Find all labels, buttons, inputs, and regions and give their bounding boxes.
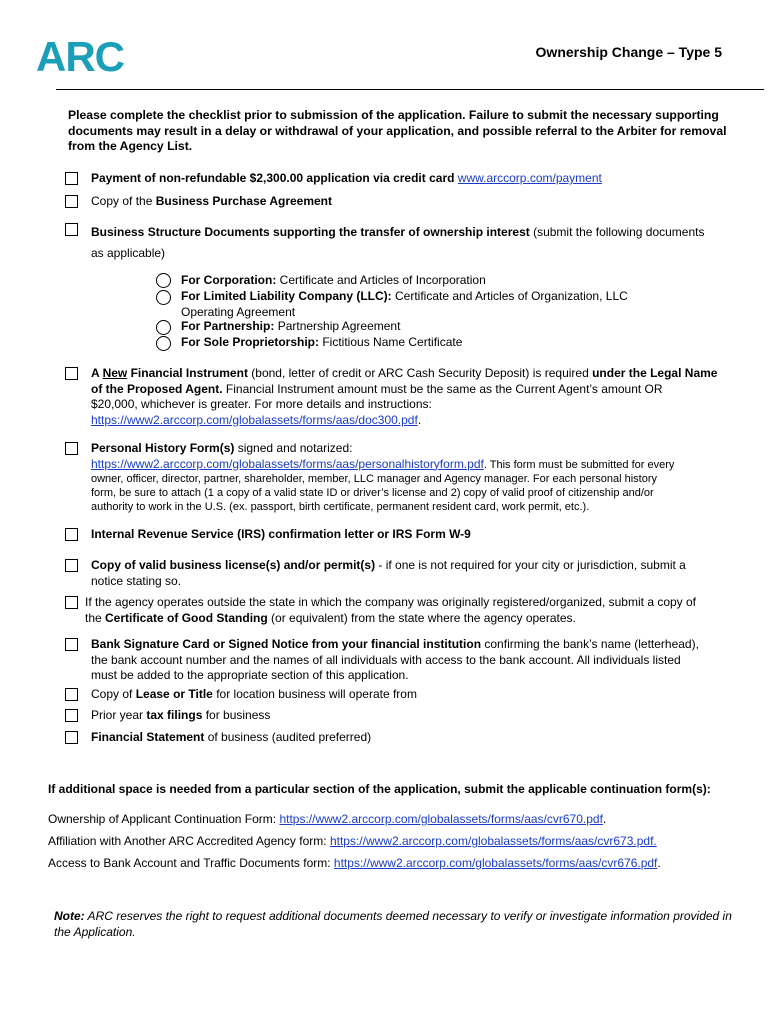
intro-paragraph: Please complete the checklist prior to submission of the application. Failure to submit the necessary supporting documents may result in a delay or withdrawal of your application, and possible referral to the Arbiter for removal from the Agency List.	[68, 108, 727, 153]
item-business-license: Copy of valid business license(s) and/or permit(s) - if one is not required for your city or jurisdiction, submit a notice stating so.	[91, 558, 686, 588]
item-bank-signature: Bank Signature Card or Signed Notice from your financial institution confirming the bank’s name (letterhead), the bank account number and the names of all individuals with access to the bank account. All individuals listed must be added to the appropriate section of this application.	[91, 637, 699, 682]
note: Note: ARC reserves the right to request additional documents deemed necessary to verify or investigate information provided in the Application.	[54, 909, 732, 939]
continuation-form-670: Ownership of Applicant Continuation Form: https://www2.arccorp.com/globalassets/forms/aas/cvr670.pdf.	[48, 812, 607, 826]
checkbox-tax-filings[interactable]	[65, 709, 78, 722]
item-purchase-agreement: Copy of the Business Purchase Agreement	[91, 194, 333, 208]
option-sole-proprietorship: For Sole Proprietorship: Fictitious Name Certificate	[181, 335, 463, 349]
cvr673-link[interactable]: https://www2.arccorp.com/globalassets/forms/aas/cvr673.pdf.	[329, 834, 657, 848]
logo-text: ARC	[36, 36, 124, 74]
arc-logo	[36, 36, 128, 74]
checkbox-payment[interactable]	[65, 172, 78, 185]
item-financial-statement: Financial Statement of business (audited preferred)	[91, 730, 372, 744]
cvr676-link[interactable]: https://www2.arccorp.com/globalassets/forms/aas/cvr676.pdf	[333, 856, 658, 870]
item-financial-instrument: A New Financial Instrument (bond, letter of credit or ARC Cash Security Deposit) is required under the Legal Name of the Proposed Agent. Financial Instrument amount must be the same as the Current Agent’s amount OR $20,000, whichever is greater. For more details and instructions: https://www2.arccorp.com/globalassets/forms/aas/doc300.pdf.	[91, 366, 718, 427]
option-llc: For Limited Liability Company (LLC): Certificate and Articles of Organization, LLC Operating Agreement	[181, 289, 628, 319]
item-structure-documents: Business Structure Documents supporting the transfer of ownership interest (submit the following documents as applicable)	[91, 225, 705, 260]
continuation-form-673: Affiliation with Another ARC Accredited Agency form: https://www2.arccorp.com/globalassets/forms/aas/cvr673.pdf.	[48, 834, 657, 848]
item-good-standing: If the agency operates outside the state in which the company was originally registered/organized, submit a copy of the Certificate of Good Standing (or equivalent) from the state where the agency operates.	[85, 595, 697, 625]
checkbox-irs[interactable]	[65, 528, 78, 541]
payment-link[interactable]: www.arccorp.com/payment	[457, 171, 602, 185]
header-divider	[56, 89, 764, 90]
continuation-heading: If additional space is needed from a particular section of the application, submit the applicable continuation form(s):	[48, 782, 711, 796]
cvr670-link[interactable]: https://www2.arccorp.com/globalassets/forms/aas/cvr670.pdf	[279, 812, 603, 826]
item-personal-history: Personal History Form(s) signed and notarized: https://www2.arccorp.com/globalassets/forms/aas/personalhistoryform.pdf. This form must be submitted for every owner, officer, director, partner, shareholder, member, LLC manager and Agency manager. For each personal history form, be sure to attach (1 a copy of a valid state ID or driver’s license and 2) copy of valid proof of citizenship and/or authority to work in the U.S. (ex. passport, birth certificate, permanent resident card, work permit, etc.).	[91, 441, 675, 513]
checkbox-business-license[interactable]	[65, 559, 78, 572]
item-irs: Internal Revenue Service (IRS) confirmation letter or IRS Form W-9	[91, 527, 471, 541]
radio-llc[interactable]	[156, 290, 171, 305]
item-tax-filings: Prior year tax filings for business	[91, 708, 271, 722]
option-corporation: For Corporation: Certificate and Articles of Incorporation	[181, 273, 486, 287]
document-title: Ownership Change – Type 5	[535, 44, 722, 60]
item-payment: Payment of non-refundable $2,300.00 application via credit card www.arccorp.com/payment	[91, 171, 602, 185]
item-lease: Copy of Lease or Title for location business will operate from	[91, 687, 417, 701]
checkbox-bank-signature[interactable]	[65, 638, 78, 651]
continuation-form-676: Access to Bank Account and Traffic Documents form: https://www2.arccorp.com/globalassets/forms/aas/cvr676.pdf.	[48, 856, 661, 870]
checkbox-good-standing[interactable]	[65, 596, 78, 609]
radio-corporation[interactable]	[156, 273, 171, 288]
checkbox-lease[interactable]	[65, 688, 78, 701]
personal-history-link[interactable]: https://www2.arccorp.com/globalassets/forms/aas/personalhistoryform.pdf	[91, 456, 484, 471]
checkbox-personal-history[interactable]	[65, 442, 78, 455]
checkbox-financial-instrument[interactable]	[65, 367, 78, 380]
radio-partnership[interactable]	[156, 320, 171, 335]
option-partnership: For Partnership: Partnership Agreement	[181, 319, 401, 333]
checkbox-structure-documents[interactable]	[65, 223, 78, 236]
doc300-link[interactable]: https://www2.arccorp.com/globalassets/forms/aas/doc300.pdf	[91, 412, 418, 427]
checkbox-financial-statement[interactable]	[65, 731, 78, 744]
checkbox-purchase-agreement[interactable]	[65, 195, 78, 208]
radio-sole-proprietorship[interactable]	[156, 336, 171, 351]
